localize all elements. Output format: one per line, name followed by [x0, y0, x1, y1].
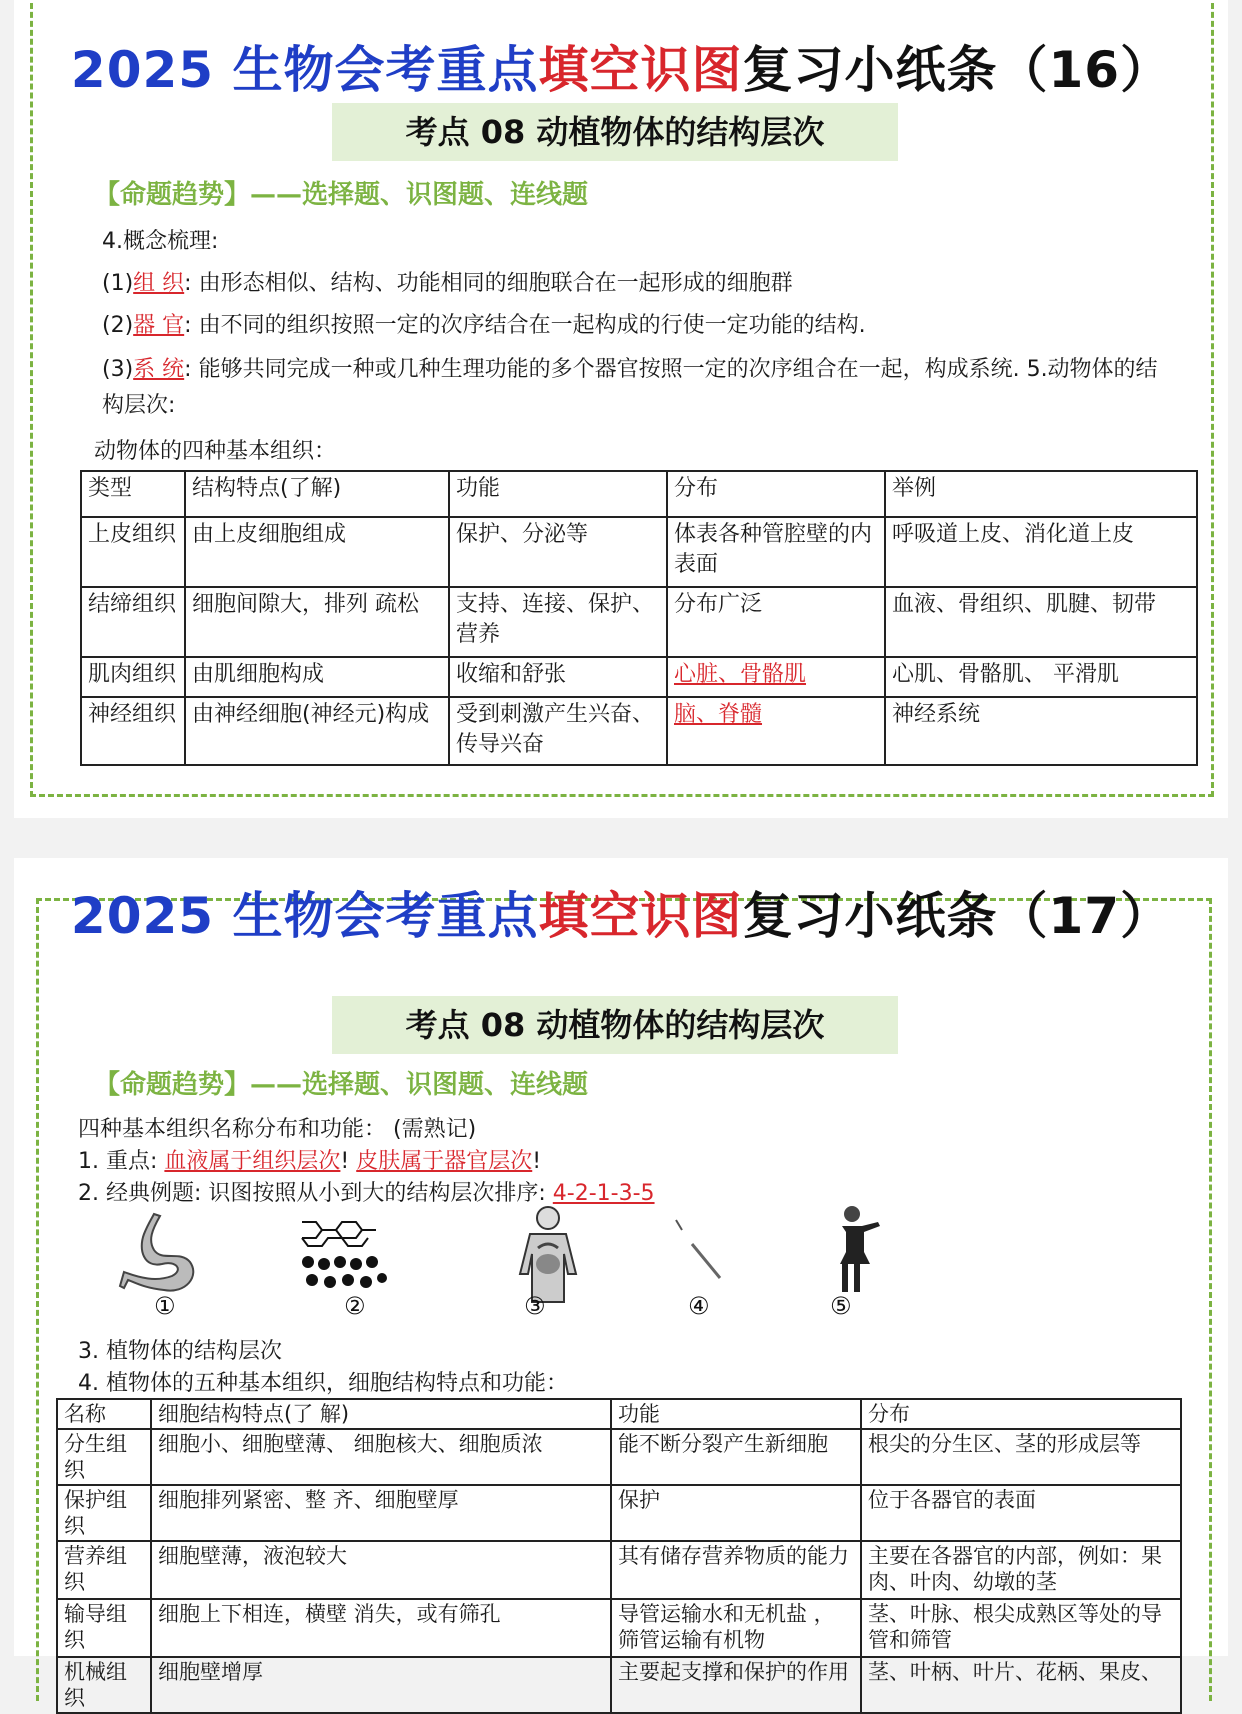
intro-line: 四种基本组织名称分布和功能： (需熟记) — [78, 1117, 477, 1142]
table-row — [57, 1541, 1181, 1599]
cell: 细胞壁增厚 — [151, 1657, 611, 1713]
cell: 心肌、骨骼肌、 平滑肌 — [885, 657, 1197, 697]
cell: 能不断分裂产生新细胞 — [611, 1429, 861, 1485]
cell: 其有储存营养物质的能力 — [611, 1541, 861, 1599]
table-header-row — [57, 1399, 1181, 1429]
cell: 由神经细胞(神经元)构成 — [185, 697, 449, 765]
header-cell: 功能 — [611, 1399, 861, 1429]
table-header-row — [81, 471, 1197, 517]
cell-highlight: 脑、脊髓 — [667, 697, 885, 765]
cell: 保护组织 — [57, 1485, 151, 1541]
highlight-text: 血液属于组织层次 — [164, 1149, 341, 1174]
cell: 根尖的分生区、茎的形成层等 — [861, 1429, 1181, 1485]
concept-term: 器 官 — [133, 313, 185, 338]
cell: 肌肉组织 — [81, 657, 185, 697]
header-cell: 分布 — [667, 471, 885, 517]
figure-label: ⑤ — [830, 1292, 852, 1320]
title-part-red: 填空识图 — [538, 887, 743, 945]
cell: 位于各器官的表面 — [861, 1485, 1181, 1541]
answer-text: 4-2-1-3-5 — [552, 1181, 655, 1206]
point-1: 1. 重点: 血液属于组织层次! 皮肤属于器官层次! — [78, 1149, 542, 1174]
table-row — [81, 697, 1197, 765]
concept-wrap: 构层次: — [102, 393, 176, 418]
header-cell: 举例 — [885, 471, 1197, 517]
cell: 输导组织 — [57, 1599, 151, 1657]
header-cell: 类型 — [81, 471, 185, 517]
cell: 神经系统 — [885, 697, 1197, 765]
cell: 细胞小、细胞壁薄、 细胞核大、细胞质浓 — [151, 1429, 611, 1485]
cell: 支持、连接、保护、营养 — [449, 587, 667, 657]
concept-prefix: (2) — [102, 313, 134, 338]
section-subtitle: 考点 08 动植物体的结构层次 — [332, 996, 898, 1054]
figure-label: ① — [154, 1292, 176, 1320]
plant-tissue-table — [56, 1398, 1182, 1714]
cell: 营养组织 — [57, 1541, 151, 1599]
cell: 收缩和舒张 — [449, 657, 667, 697]
section-subtitle: 考点 08 动植物体的结构层次 — [332, 103, 898, 161]
page-title — [14, 30, 1228, 102]
cell: 分生组织 — [57, 1429, 151, 1485]
highlight-text: 皮肤属于器官层次 — [356, 1149, 533, 1174]
table-row — [81, 517, 1197, 587]
cell: 上皮组织 — [81, 517, 185, 587]
concept-prefix: (3) — [102, 357, 134, 382]
point-label: 1. 重点: — [78, 1149, 165, 1174]
table-row — [57, 1429, 1181, 1485]
cell: 细胞上下相连，横壁 消失，或有筛孔 — [151, 1599, 611, 1657]
cell: 受到刺激产生兴奋、传导兴奋 — [449, 697, 667, 765]
cell: 细胞间隙大，排列 疏松 — [185, 587, 449, 657]
trend-label: 【命题趋势】——选择题、识图题、连线题 — [94, 180, 589, 210]
header-cell: 结构特点(了解) — [185, 471, 449, 517]
human-body-figure — [826, 1202, 886, 1302]
cell: 细胞壁薄，液泡较大 — [151, 1541, 611, 1599]
cell: 保护 — [611, 1485, 861, 1541]
title-part-black: 复习小纸条（16） — [742, 41, 1172, 99]
cell: 分布广泛 — [667, 587, 885, 657]
header-cell: 细胞结构特点(了 解) — [151, 1399, 611, 1429]
concept-prefix: (1) — [102, 271, 134, 296]
card-16 — [14, 0, 1228, 818]
table-row — [57, 1485, 1181, 1541]
point-label: 2. 经典例题: 识图按照从小到大的结构层次排序: — [78, 1181, 553, 1206]
figure-label: ② — [344, 1292, 366, 1320]
title-part-blue: 2025 生物会考重点 — [70, 887, 539, 945]
concept-1 — [102, 266, 793, 297]
concept-text: : 由形态相似、结构、功能相同的细胞联合在一起形成的细胞群 — [184, 271, 793, 296]
figure-label: ④ — [688, 1292, 710, 1320]
title-part-black: 复习小纸条（17） — [742, 887, 1172, 945]
cell: 呼吸道上皮、消化道上皮 — [885, 517, 1197, 587]
cell-highlight: 心脏、骨骼肌 — [667, 657, 885, 697]
concept-text: : 由不同的组织按照一定的次序结合在一起构成的行使一定功能的结构. — [184, 313, 866, 338]
stomach-figure — [114, 1210, 204, 1300]
human-organ-system-figure — [508, 1204, 588, 1304]
concept-3 — [102, 352, 1158, 383]
cell: 细胞排列紧密、整 齐、细胞壁厚 — [151, 1485, 611, 1541]
cell: 神经组织 — [81, 697, 185, 765]
trend-label: 【命题趋势】——选择题、识图题、连线题 — [94, 1070, 589, 1100]
table-row — [81, 657, 1197, 697]
cell: 结缔组织 — [81, 587, 185, 657]
animal-tissue-table — [80, 470, 1198, 766]
cell: 保护、分泌等 — [449, 517, 667, 587]
tissue-figure — [298, 1212, 388, 1292]
cell: 主要在各器官的内部，例如：果肉、叶肉、幼墩的茎 — [861, 1541, 1181, 1599]
header-cell: 分布 — [861, 1399, 1181, 1429]
cell: 机械组织 — [57, 1657, 151, 1713]
table-row — [81, 587, 1197, 657]
point-3: 3. 植物体的结构层次 — [78, 1339, 282, 1364]
header-cell: 名称 — [57, 1399, 151, 1429]
cell: 体表各种管腔壁的内表面 — [667, 517, 885, 587]
point-2 — [78, 1176, 655, 1207]
table-row — [57, 1657, 1181, 1713]
cell: 茎、叶柄、叶片、花柄、果皮、 — [861, 1657, 1181, 1713]
cell: 主要起支撑和保护的作用 — [611, 1657, 861, 1713]
cell: 由肌细胞构成 — [185, 657, 449, 697]
concept-text: : 能够共同完成一种或几种生理功能的多个器官按照一定的次序组合在一起，构成系统. 5.动物体的结 — [184, 357, 1158, 382]
cell: 由上皮细胞组成 — [185, 517, 449, 587]
cell: 导管运输水和无机盐 ，筛管运输有机物 — [611, 1599, 861, 1657]
cell: 茎、叶脉、根尖成熟区等处的导管和筛管 — [861, 1599, 1181, 1657]
title-part-blue: 2025 生物会考重点 — [70, 41, 539, 99]
concept-term: 组 织 — [133, 271, 185, 296]
concept-term: 系 统 — [133, 357, 185, 382]
cell: 血液、骨组织、肌腱、韧带 — [885, 587, 1197, 657]
title-part-red: 填空识图 — [538, 41, 743, 99]
table-row — [57, 1599, 1181, 1657]
table-caption: 动物体的四种基本组织： — [94, 439, 337, 464]
point-4: 4. 植物体的五种基本组织，细胞结构特点和功能： — [78, 1371, 568, 1396]
page-title — [14, 876, 1228, 948]
header-cell: 功能 — [449, 471, 667, 517]
figure-label: ③ — [524, 1292, 546, 1320]
cell-figure — [670, 1216, 730, 1286]
concept-heading: 4.概念梳理: — [102, 229, 219, 254]
concept-2 — [102, 308, 866, 339]
